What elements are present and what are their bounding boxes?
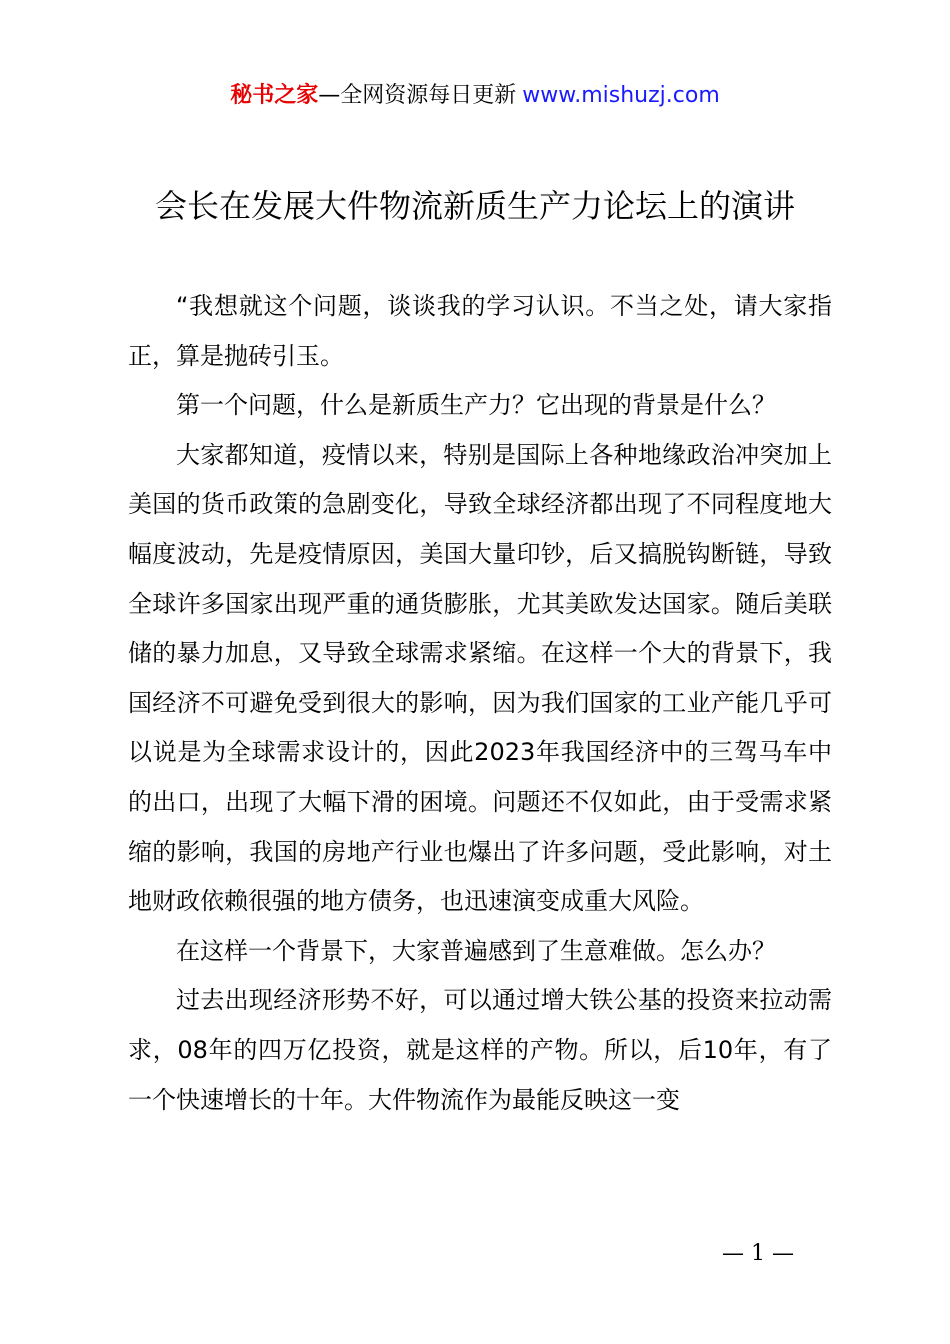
paragraph: 大家都知道，疫情以来，特别是国际上各种地缘政治冲突加上美国的货币政策的急剧变化，导致全球经济都出现了不同程度地大幅度波动，先是疫情原因，美国大量印钞，后又搞脱钩断链，导致全球许多国家出现严重的通货膨胀，尤其美欧发达国家。随后美联储的暴力加息，又导致全球需求紧缩。在这样一个大的背景下，我国经济不可避免受到很大的影响，因为我们国家的工业产能几乎可以说是为全球需求设计的，因此2023年我国经济中的三驾马车中的出口，出现了大幅下滑的困境。问题还不仅如此，由于受需求紧缩的影响，我国的房地产行业也爆出了许多问题，受此影响，对土地财政依赖很强的地方债务，也迅速演变成重大风险。 <box>128 440 832 916</box>
page-number: — 1 — <box>722 1241 794 1266</box>
document-body <box>128 282 832 1125</box>
site-slogan: —全网资源每日更新 <box>318 83 517 108</box>
site-brand: 秘书之家 <box>230 83 319 108</box>
paragraph: 在这样一个背景下，大家普遍感到了生意难做。怎么办？ <box>176 936 776 965</box>
paragraph: 第一个问题，什么是新质生产力？它出现的背景是什么？ <box>176 391 776 420</box>
site-url-link[interactable]: www.mishuzj.com <box>522 83 720 108</box>
site-header <box>0 80 950 112</box>
document-title: 会长在发展大件物流新质生产力论坛上的演讲 <box>154 187 795 225</box>
paragraph: 过去出现经济形势不好，可以通过增大铁公基的投资来拉动需求，08年的四万亿投资，就是这样的产物。所以，后10年，有了一个快速增长的十年。大件物流作为最能反映这一变 <box>128 986 832 1114</box>
paragraph: “我想就这个问题，谈谈我的学习认识。不当之处，请大家指正，算是抛砖引玉。 <box>128 292 832 370</box>
